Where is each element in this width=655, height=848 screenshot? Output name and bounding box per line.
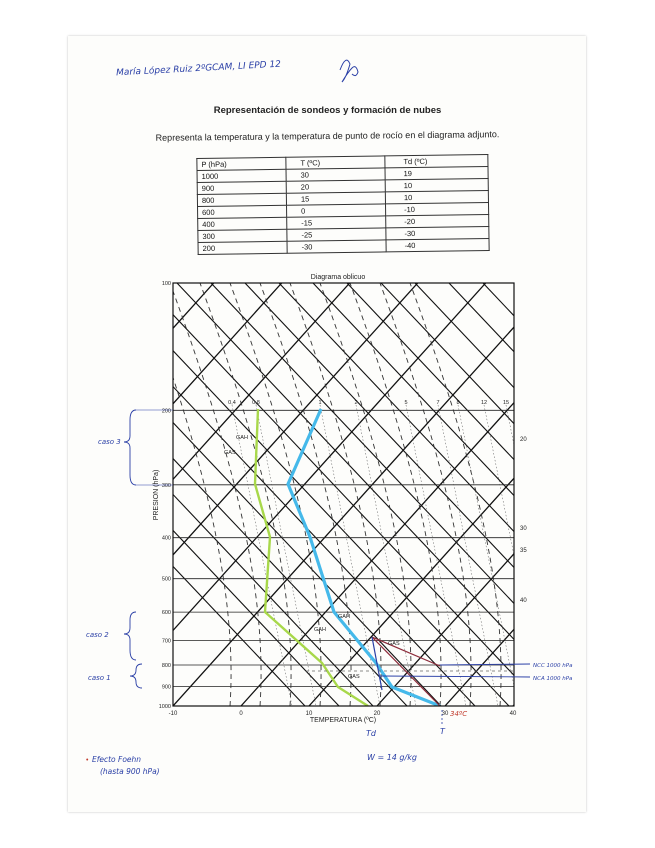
cell: 1000: [197, 169, 286, 182]
cell: 400: [198, 217, 287, 230]
temperature-tick-label: 40: [509, 711, 517, 717]
caso3-bracket: [124, 410, 136, 485]
adiabat-label: GAS: [388, 641, 400, 647]
right-edge-label: 40: [520, 598, 527, 604]
temperature-tick-label: 0: [239, 711, 243, 717]
pressure-tick-label: 700: [161, 638, 171, 645]
dry-adiabat-line: [619, 283, 655, 706]
mixing-ratio-line: [406, 405, 466, 706]
saturated-adiabat-line: [170, 283, 261, 706]
mixing-ratio-line: [506, 405, 566, 706]
dry-adiabat-line: [279, 283, 655, 706]
dry-adiabat-line: [381, 283, 655, 706]
mixing-ratio-label: 0,8: [252, 400, 260, 406]
dry-adiabat-line: [313, 283, 655, 706]
dry-adiabat-line: [551, 283, 655, 706]
cell: -30: [287, 240, 386, 253]
dry-adiabat-line: [143, 283, 543, 706]
pressure-tick-label: 100: [161, 281, 171, 287]
diagram-title: Diagrama oblicuo: [310, 274, 366, 281]
signature-scribble: [340, 60, 358, 82]
dry-adiabat-line: [211, 283, 611, 706]
dry-adiabat-line: [0, 283, 373, 706]
adiabat-label: GAH: [314, 627, 326, 633]
isotherm-line: [513, 283, 655, 706]
x-axis-label: TEMPERATURA (ºC): [309, 717, 377, 724]
pressure-tick-label: 400: [161, 535, 171, 542]
mixing-ratio-label: 7: [436, 400, 440, 406]
foehn-note: Efecto Foehn: [92, 755, 142, 764]
cell: 15: [286, 192, 385, 205]
cell: 900: [197, 181, 286, 194]
mixing-ratio-label: 12: [480, 400, 488, 406]
pressure-tick-label: 500: [161, 576, 171, 583]
cell: -10: [385, 202, 488, 215]
dry-adiabat-line: [75, 283, 475, 706]
pressure-tick-label: 300: [161, 482, 171, 489]
td-marker: Td: [366, 729, 376, 738]
dewpoint-curve: [255, 409, 368, 706]
mixing-ratio-label: 5: [404, 400, 408, 406]
mixing-ratio-label: 2: [354, 400, 358, 406]
mixing-ratio-label: 15: [502, 400, 510, 406]
t-value: 34ºC: [450, 710, 468, 718]
caso1-bracket: [130, 664, 142, 688]
col-dewpoint: Td (ºC): [385, 154, 488, 167]
isotherm-line: [0, 283, 282, 706]
right-edge-labels: [520, 437, 527, 604]
diagram-grid: [0, 283, 655, 706]
cell: 10: [385, 178, 488, 191]
right-edge-label: 30: [520, 526, 527, 532]
mixing-ratio-label: 0,4: [228, 400, 236, 406]
caso2-bracket: [124, 612, 136, 660]
cell: 300: [198, 229, 287, 242]
temperature-tick-label: 20: [373, 711, 381, 717]
cell: 30: [286, 168, 385, 181]
right-edge-label: 35: [520, 548, 527, 554]
isotherm-line: [445, 283, 655, 706]
pressure-tick-label: 600: [161, 610, 171, 617]
sounding-curves: [255, 409, 514, 706]
temperature-tick-label: 30: [441, 711, 449, 717]
cell: 200: [198, 241, 287, 254]
temperature-tick-label: -10: [168, 711, 178, 717]
ncc-leader: [440, 664, 530, 665]
cell: -25: [287, 228, 386, 241]
instructions: Representa la temperatura y la temperatura de punto de rocío en el diagrama adjunto.: [155, 129, 500, 143]
foehn-note-2: (hasta 900 hPa): [100, 767, 160, 776]
dry-adiabat-line: [41, 283, 441, 706]
dry-adiabat-line: [517, 283, 655, 706]
pressure-axis: [159, 281, 171, 710]
isotherm-line: [377, 283, 655, 706]
caso3-label: caso 3: [98, 438, 121, 446]
pressure-tick-label: 900: [161, 684, 171, 691]
col-temperature: T (ºC): [286, 156, 385, 169]
adiabat-label: GAH: [236, 435, 248, 441]
pressure-tick-label: 1000: [158, 704, 171, 710]
mixing-ratio-value: W = 14 g/kg: [367, 753, 417, 762]
isotherm-line: [0, 283, 10, 706]
temperature-tick-label: 10: [305, 711, 313, 717]
mixing-ratio-label: 8: [456, 400, 460, 406]
cell: 10: [385, 190, 488, 203]
t-marker: T: [440, 727, 445, 736]
y-axis-label: PRESION (hPa): [153, 469, 160, 521]
bullet-icon: •: [86, 757, 89, 764]
cell: 20: [286, 180, 385, 193]
caso1-label: caso 1: [88, 674, 111, 682]
isotherm-line: [581, 283, 655, 706]
cell: 0: [287, 204, 386, 217]
ncc-label: NCC 1000 hPa: [533, 663, 573, 669]
mixing-ratio-label: 1: [318, 400, 322, 406]
isotherm-line: [0, 283, 78, 706]
dry-adiabat-line: [415, 283, 655, 706]
dry-adiabat-line: [449, 283, 655, 706]
caso2-label: caso 2: [86, 631, 109, 639]
isotherm-line: [0, 283, 214, 706]
cell: -40: [386, 238, 489, 251]
dry-adiabat-line: [585, 283, 655, 706]
student-name: María López Ruiz 2ºGCAM, LI EPD 12: [115, 59, 282, 79]
dry-adiabat-line: [245, 283, 645, 706]
adiabat-label: GAH: [338, 614, 350, 620]
isotherm-line: [649, 283, 655, 706]
cell: 600: [198, 205, 287, 218]
pressure-tick-label: 200: [161, 408, 171, 415]
col-pressure: P (hPa): [197, 157, 286, 170]
cell: -20: [386, 214, 489, 227]
cell: -15: [287, 216, 386, 229]
isotherm-line: [0, 283, 146, 706]
adiabat-label: GAS: [348, 674, 360, 680]
cell: 19: [385, 166, 488, 179]
cell: -30: [386, 226, 489, 239]
pressure-tick-label: 800: [161, 663, 171, 670]
page-title: Representación de sondeos y formación de nubes: [213, 105, 442, 116]
cell: 800: [197, 193, 286, 206]
dry-adiabat-line: [7, 283, 407, 706]
right-edge-label: 20: [520, 437, 527, 443]
adiabat-label: GAS: [224, 450, 236, 456]
nca-label: NCA 1000 hPa: [533, 676, 573, 682]
